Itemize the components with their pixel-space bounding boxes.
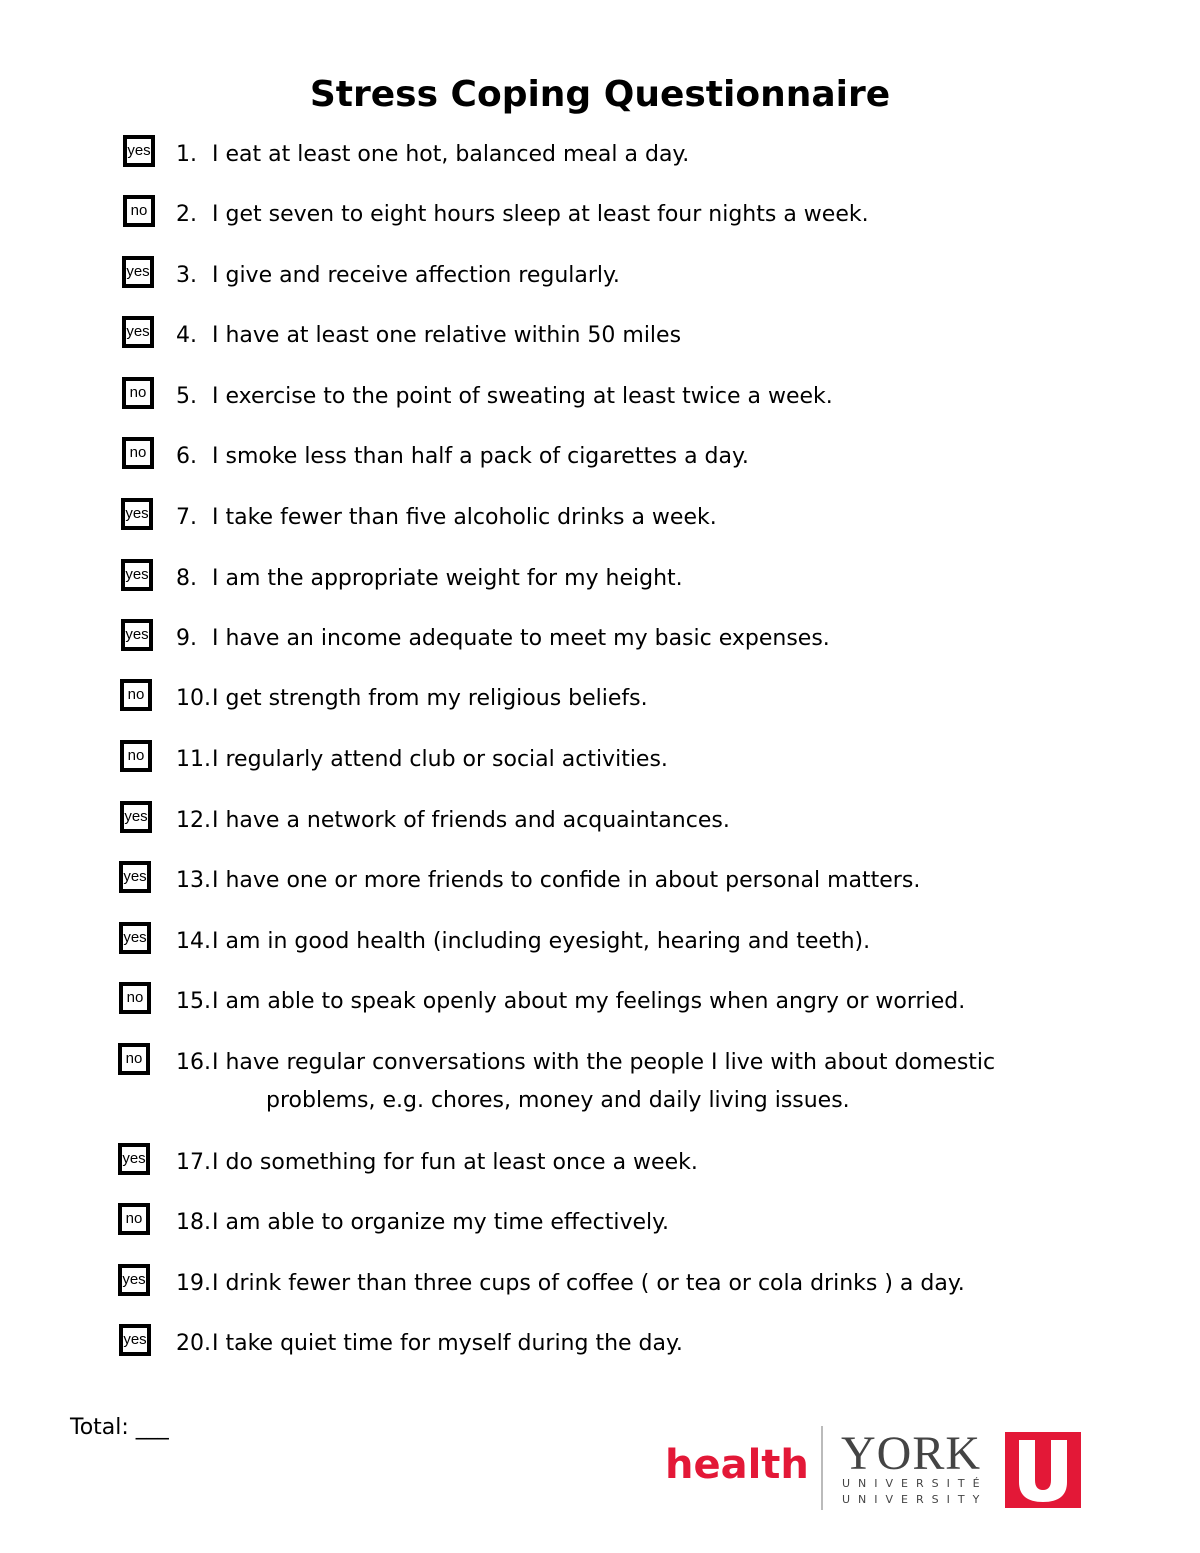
answer-box[interactable]: no: [118, 1203, 150, 1235]
question-statement: I am able to organize my time effectively.: [212, 1210, 669, 1235]
question-statement: I am able to speak openly about my feelings when angry or worried.: [212, 989, 966, 1014]
answer-box[interactable]: yes: [121, 498, 153, 530]
answer-box[interactable]: no: [122, 437, 154, 469]
question-row: [0, 559, 1200, 599]
question-text: [176, 923, 870, 961]
question-row: [0, 498, 1200, 538]
answer-box[interactable]: yes: [119, 1324, 151, 1356]
question-text: [176, 862, 920, 900]
question-row: [0, 801, 1200, 841]
question-statement: I have one or more friends to confide in about personal matters.: [212, 868, 921, 893]
question-row: [0, 437, 1200, 477]
question-text: [176, 983, 965, 1021]
question-statement: I drink fewer than three cups of coffee ( or tea or cola drinks ) a day.: [212, 1271, 965, 1296]
question-statement: I have an income adequate to meet my basic expenses.: [212, 626, 830, 651]
question-statement: I am in good health (including eyesight, hearing and teeth).: [212, 929, 871, 954]
answer-box[interactable]: no: [123, 195, 155, 227]
question-row: [0, 316, 1200, 356]
question-number: 18.: [176, 1210, 211, 1235]
question-row: [0, 982, 1200, 1022]
answer-box[interactable]: yes: [118, 1143, 150, 1175]
question-statement: I eat at least one hot, balanced meal a day.: [212, 142, 690, 167]
question-text: [176, 1044, 995, 1120]
york-health-logo: [665, 1424, 1105, 1516]
question-row: [0, 1043, 1200, 1113]
answer-box[interactable]: no: [120, 679, 152, 711]
question-number: 19.: [176, 1271, 211, 1296]
question-number: 14.: [176, 929, 211, 954]
question-statement: I have at least one relative within 50 miles: [212, 323, 682, 348]
answer-box[interactable]: no: [120, 740, 152, 772]
question-number: 6.: [176, 444, 197, 469]
logo-universite-text: UNIVERSITÉ: [842, 1477, 988, 1490]
question-text: [176, 802, 730, 840]
question-text: [176, 196, 869, 234]
question-statement: I take quiet time for myself during the day.: [212, 1331, 683, 1356]
question-row: [0, 1203, 1200, 1243]
question-row: [0, 377, 1200, 417]
answer-box[interactable]: yes: [121, 619, 153, 651]
question-text: [176, 499, 717, 537]
question-statement: I smoke less than half a pack of cigarettes a day.: [212, 444, 749, 469]
question-number: 11.: [176, 747, 211, 772]
question-number: 13.: [176, 868, 211, 893]
question-number: 4.: [176, 323, 197, 348]
question-text: [176, 1325, 683, 1363]
question-row: [0, 619, 1200, 659]
question-number: 20.: [176, 1331, 211, 1356]
question-statement: I give and receive affection regularly.: [212, 263, 620, 288]
question-statement-continuation: problems, e.g. chores, money and daily living issues.: [266, 1088, 850, 1113]
answer-box[interactable]: yes: [121, 559, 153, 591]
question-statement: I get seven to eight hours sleep at least four nights a week.: [212, 202, 869, 227]
question-text: [176, 741, 668, 779]
page-title: Stress Coping Questionnaire: [309, 74, 891, 115]
question-number: 12.: [176, 808, 211, 833]
question-row: [0, 679, 1200, 719]
question-number: 2.: [176, 202, 197, 227]
logo-health-text: health: [665, 1442, 809, 1488]
answer-box[interactable]: yes: [120, 801, 152, 833]
question-text: [176, 560, 683, 598]
question-text: [176, 136, 689, 174]
question-number: 8.: [176, 566, 197, 591]
answer-box[interactable]: yes: [118, 1264, 150, 1296]
question-number: 16.: [176, 1050, 211, 1075]
answer-box[interactable]: no: [122, 377, 154, 409]
question-text: [176, 620, 830, 658]
question-row: [0, 1324, 1200, 1364]
question-row: [0, 1143, 1200, 1183]
question-statement: I am the appropriate weight for my height.: [212, 566, 683, 591]
question-text: [176, 257, 620, 295]
answer-box[interactable]: yes: [119, 922, 151, 954]
question-row: [0, 740, 1200, 780]
question-text: [176, 680, 648, 718]
logo-university-text: UNIVERSITY: [842, 1493, 988, 1506]
question-row: [0, 922, 1200, 962]
question-text: [176, 378, 833, 416]
question-number: 15.: [176, 989, 211, 1014]
question-text: [176, 438, 749, 476]
question-row: [0, 861, 1200, 901]
question-row: [0, 256, 1200, 296]
answer-box[interactable]: yes: [122, 316, 154, 348]
question-text: [176, 317, 681, 355]
answer-box[interactable]: no: [119, 982, 151, 1014]
question-number: 9.: [176, 626, 197, 651]
question-number: 1.: [176, 142, 197, 167]
question-text: [176, 1204, 669, 1242]
answer-box[interactable]: yes: [119, 861, 151, 893]
question-statement: I regularly attend club or social activities.: [212, 747, 668, 772]
question-text: [176, 1265, 965, 1303]
total-label: Total: ___: [70, 1415, 169, 1440]
question-statement: I get strength from my religious beliefs.: [212, 686, 648, 711]
question-statement: I do something for fun at least once a week.: [212, 1150, 698, 1175]
question-row: [0, 135, 1200, 175]
logo-divider: [821, 1426, 823, 1510]
answer-box[interactable]: yes: [122, 256, 154, 288]
question-statement: I have regular conversations with the people I live with about domestic: [212, 1050, 996, 1075]
question-number: 10.: [176, 686, 211, 711]
question-number: 5.: [176, 384, 197, 409]
question-text: [176, 1144, 698, 1182]
question-statement: I take fewer than five alcoholic drinks a week.: [212, 505, 717, 530]
question-statement: I exercise to the point of sweating at least twice a week.: [212, 384, 833, 409]
york-u-icon: [1005, 1432, 1081, 1508]
question-row: [0, 195, 1200, 235]
question-number: 17.: [176, 1150, 211, 1175]
question-number: 7.: [176, 505, 197, 530]
question-number: 3.: [176, 263, 197, 288]
logo-york-text: YORK: [841, 1427, 982, 1480]
question-statement: I have a network of friends and acquaintances.: [212, 808, 730, 833]
answer-box[interactable]: no: [118, 1043, 150, 1075]
question-row: [0, 1264, 1200, 1304]
answer-box[interactable]: yes: [123, 135, 155, 167]
